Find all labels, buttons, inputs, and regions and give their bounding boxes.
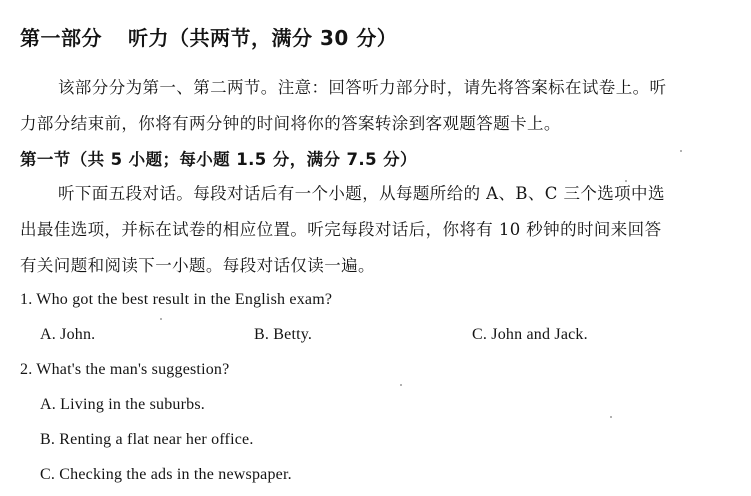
scan-speck	[160, 318, 162, 320]
question-2-stem: 2. What's the man's suggestion?	[20, 361, 230, 378]
question-2-option-b: B. Renting a flat near her office.	[40, 431, 254, 448]
question-2-option-c: C. Checking the ads in the newspaper.	[40, 466, 292, 483]
question-1-option-a: A. John.	[40, 326, 96, 343]
section-heading: 第一节（共 5 小题；每小题 1.5 分，满分 7.5 分）	[20, 150, 417, 169]
question-2-option-a: A. Living in the suburbs.	[40, 396, 205, 413]
part-title: 听力（共两节，满分 30 分）	[128, 26, 398, 50]
intro-line-2: 力部分结束前，你将有两分钟的时间将你的答案转涂到客观题答题卡上。	[20, 114, 561, 133]
scan-speck	[680, 150, 682, 152]
intro-line-1: 该部分分为第一、第二两节。注意：回答听力部分时，请先将答案标在试卷上。听	[58, 78, 667, 97]
question-1-option-b: B. Betty.	[254, 326, 313, 343]
part-label: 第一部分	[20, 26, 102, 50]
scan-speck	[610, 416, 612, 418]
scan-speck	[625, 180, 627, 182]
instruction-line-1: 听下面五段对话。每段对话后有一个小题，从每题所给的 A、B、C 三个选项中选	[58, 184, 665, 203]
part-heading	[20, 28, 397, 48]
scan-speck	[400, 384, 402, 386]
question-1-option-c: C. John and Jack.	[472, 326, 588, 343]
instruction-line-2: 出最佳选项，并标在试卷的相应位置。听完每段对话后，你将有 10 秒钟的时间来回答	[20, 220, 662, 239]
instruction-line-3: 有关问题和阅读下一小题。每段对话仅读一遍。	[20, 256, 375, 275]
question-1-stem: 1. Who got the best result in the English exam?	[20, 291, 333, 308]
